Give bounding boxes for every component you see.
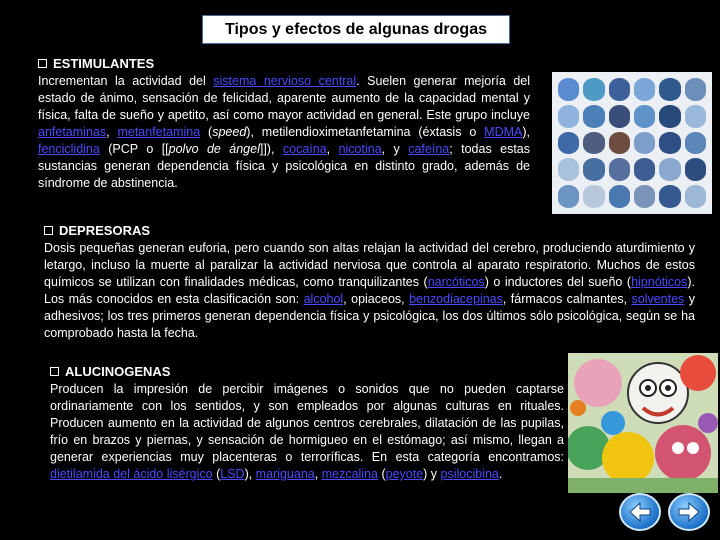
text: Incrementan la actividad del <box>38 74 214 88</box>
link-mdma[interactable]: MDMA <box>484 125 523 139</box>
heading-text: ALUCINOGENAS <box>65 364 171 379</box>
paragraph-alucinogenas <box>50 381 564 483</box>
text: , <box>326 142 339 156</box>
pill-shape <box>558 132 579 155</box>
pill-shape <box>685 158 706 181</box>
link-metanfetamina[interactable]: metanfetamina <box>117 125 201 139</box>
text: ) o inductores del sueño ( <box>484 275 632 289</box>
pill-shape <box>609 158 630 181</box>
link-mariguana[interactable]: mariguana <box>255 467 315 481</box>
pill-shape <box>583 78 604 101</box>
pill-shape <box>558 78 579 101</box>
section-heading-estimulantes <box>38 56 154 71</box>
link-narcoticos[interactable]: narcóticos <box>427 275 485 289</box>
section-heading-alucinogenas <box>50 364 170 379</box>
prev-slide-button[interactable] <box>619 493 661 531</box>
pill-shape <box>659 105 680 128</box>
arrow-right-icon <box>677 502 701 522</box>
link-alcohol[interactable]: alcohol <box>303 292 344 306</box>
link-fenciclidina[interactable]: fenciclidina <box>38 142 100 156</box>
link-lsd-full[interactable]: dietilamida del ácido lisérgico <box>50 467 213 481</box>
pill-shape <box>558 185 579 208</box>
italic-text: speed <box>212 125 247 139</box>
text: ( <box>200 125 213 139</box>
link-lsd[interactable]: LSD <box>220 467 245 481</box>
link-peyote[interactable]: peyote <box>385 467 424 481</box>
section-heading-depresoras <box>44 223 150 238</box>
text: , opiaceos, <box>343 292 410 306</box>
checkbox-bullet-icon <box>50 367 59 376</box>
pill-shape <box>634 185 655 208</box>
pill-shape <box>659 158 680 181</box>
text: Dosis pequeñas generan euforia, pero cuando son altas relajan la actividad del cerebro, produciendo aturdimiento y letargo, incluso la muerte al paralizar la actividad nerviosa que controla al aparato respiratorio. Muchos de estos químicos se utilizan con finalidades médicas, como tranquilizantes ( <box>44 241 695 289</box>
text: ) y <box>423 467 441 481</box>
slide-title: Tipos y efectos de algunas drogas <box>225 20 487 38</box>
text: , fármacos calmantes, <box>502 292 632 306</box>
pill-shape <box>685 78 706 101</box>
psychedelic-collage-image <box>568 353 718 493</box>
text: . <box>498 467 503 481</box>
text: ), metilendioximetanfetamina (éxtasis o <box>246 125 485 139</box>
text: y adhesivos; los tres primeros generan dependencia física y psicológica, los dos últimos sólo psicológica, según se ha comprobado hasta la fecha. <box>44 292 695 340</box>
pill-shape <box>609 78 630 101</box>
arrow-left-icon <box>628 502 652 522</box>
pill-shape <box>659 185 680 208</box>
link-cafeina[interactable]: cafeína <box>408 142 450 156</box>
italic-text: polvo de ángel <box>168 142 260 156</box>
paragraph-depresoras <box>44 240 695 342</box>
text: . Suelen generar mejoría del estado de ánimo, sensación de felicidad, aparente aumento de la capacidad mental y física, falta de sueño y apetito, así como mayor actividad en general. Este grupo incluye <box>38 74 531 122</box>
pill-shape <box>609 105 630 128</box>
checkbox-bullet-icon <box>44 226 53 235</box>
pill-shape <box>659 78 680 101</box>
collage-art <box>568 353 718 493</box>
slide-title-box <box>202 15 510 44</box>
text: Producen la impresión de percibir imágenes o sonidos que no pueden captarse ordinariamente con los sentidos, y son empleados por algunas culturas en rituales. Producen aumento en la actividad de algunos centros cerebrales, dilatación de las pupilas, frío en brazos y piernas, y sensación de hormigueo en el estómago; así mismo, llegan a generar experiencias muy placenteras o terroríficas. En esta categoría encontramos: <box>50 382 564 464</box>
text: , y <box>381 142 409 156</box>
link-sistema-nervioso[interactable]: sistema nervioso central <box>213 74 357 88</box>
pill-shape <box>558 105 579 128</box>
text: ; todas estas sustancias generan dependencia física y psicológica en distinto grado, además de síndrome de abstinencia. <box>38 142 531 190</box>
text: ), <box>522 125 531 139</box>
pill-shape <box>583 158 604 181</box>
link-psilocibina[interactable]: psilocibina <box>440 467 499 481</box>
text: ( <box>377 467 386 481</box>
pill-shape <box>685 105 706 128</box>
pill-shape <box>634 132 655 155</box>
pill-shape <box>558 158 579 181</box>
pill-shape <box>583 105 604 128</box>
heading-text: ESTIMULANTES <box>53 56 155 71</box>
text: , <box>106 125 118 139</box>
link-anfetaminas[interactable]: anfetaminas <box>38 125 107 139</box>
pill-shape <box>634 158 655 181</box>
link-mezcalina[interactable]: mezcalina <box>321 467 378 481</box>
pill-shape <box>609 185 630 208</box>
text: ]]), <box>259 142 283 156</box>
link-solventes[interactable]: solventes <box>631 292 685 306</box>
link-nicotina[interactable]: nicotina <box>338 142 382 156</box>
pill-shape <box>685 185 706 208</box>
pill-shape <box>634 78 655 101</box>
link-hipnoticos[interactable]: hipnóticos <box>631 275 688 289</box>
checkbox-bullet-icon <box>38 59 47 68</box>
pill-shape <box>634 105 655 128</box>
paragraph-estimulantes <box>38 73 530 192</box>
text: (PCP o [[ <box>99 142 169 156</box>
pill-shape <box>609 132 630 155</box>
pill-shape <box>685 132 706 155</box>
pill-shape <box>583 185 604 208</box>
pill-shape <box>583 132 604 155</box>
text: ( <box>212 467 221 481</box>
link-cocaina[interactable]: cocaína <box>282 142 327 156</box>
pill-shape <box>659 132 680 155</box>
next-slide-button[interactable] <box>668 493 710 531</box>
text: ). Los más conocidos en esta clasificación son: <box>44 275 695 306</box>
pills-image <box>552 72 712 214</box>
heading-text: DEPRESORAS <box>59 223 151 238</box>
text: , <box>314 467 322 481</box>
link-benzodiacepinas[interactable]: benzodiacepinas <box>409 292 503 306</box>
text: ), <box>244 467 256 481</box>
